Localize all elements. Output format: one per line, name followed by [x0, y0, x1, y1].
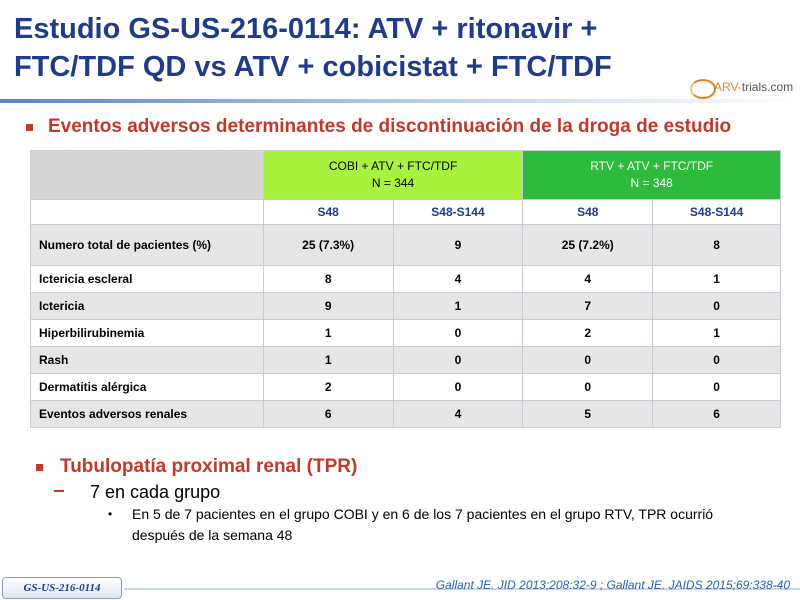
- table-cell: 25 (7.3%): [263, 225, 393, 266]
- title-divider: [0, 99, 800, 103]
- row-label: Hiperbilirubinemia: [31, 320, 264, 347]
- row-label: Dermatitis alérgica: [31, 374, 264, 401]
- subheader-cell: S48: [523, 200, 653, 225]
- table-cell: 0: [653, 347, 781, 374]
- subheader-cell: S48: [263, 200, 393, 225]
- table-cell: 4: [523, 266, 653, 293]
- tpr-detail-text: En 5 de 7 pacientes en el grupo COBI y en 6 de los 7 pacientes en el grupo RTV, TPR ocurrió después de la semana 48: [132, 506, 714, 543]
- square-bullet-icon: [36, 464, 43, 471]
- table-cell: 0: [523, 347, 653, 374]
- rtv-group-header: RTV + ATV + FTC/TDF N = 348: [523, 151, 781, 200]
- logo-text: ARV-trials.com: [714, 80, 794, 94]
- title-line-2: FTC/TDF QD vs ATV + cobicistat + FTC/TDF: [14, 51, 612, 83]
- table-cell: 8: [653, 225, 781, 266]
- square-bullet-icon: [26, 124, 33, 131]
- table-cell: 7: [523, 293, 653, 320]
- table-cell: 0: [393, 347, 523, 374]
- table-corner-cell: [31, 151, 264, 200]
- subheader-cell: S48-S144: [653, 200, 781, 225]
- table-cell: 0: [523, 374, 653, 401]
- table-cell: 1: [653, 266, 781, 293]
- adverse-events-table: [30, 150, 781, 428]
- logo-swirl-icon: [690, 79, 716, 99]
- table-row: [31, 225, 781, 266]
- table-row: [31, 401, 781, 428]
- title-line-1: Estudio GS-US-216-0114: ATV + ritonavir +: [14, 13, 598, 45]
- slide-title: [14, 10, 674, 86]
- table-group-header-row: [31, 151, 781, 200]
- row-label: Rash: [31, 347, 264, 374]
- table-cell: 1: [263, 320, 393, 347]
- dot-bullet-icon: •: [108, 507, 113, 521]
- table-cell: 0: [393, 374, 523, 401]
- table-cell: 5: [523, 401, 653, 428]
- table-row: [31, 320, 781, 347]
- table-cell: 4: [393, 401, 523, 428]
- tpr-count-text: 7 en cada grupo: [90, 482, 221, 502]
- table-cell: 2: [523, 320, 653, 347]
- table-cell: 6: [263, 401, 393, 428]
- table-cell: 9: [263, 293, 393, 320]
- dash-bullet-icon: [54, 490, 64, 492]
- table-cell: 1: [653, 320, 781, 347]
- section-heading-adverse-events: Eventos adversos determinantes de discontinuación de la droga de estudio: [48, 116, 732, 137]
- table-cell: 0: [653, 293, 781, 320]
- subheader-cell: S48-S144: [393, 200, 523, 225]
- section-heading-tpr: Tubulopatía proximal renal (TPR): [60, 456, 358, 477]
- table-cell: 9: [393, 225, 523, 266]
- table-cell: 0: [393, 320, 523, 347]
- table-row: [31, 374, 781, 401]
- row-label: Ictericia: [31, 293, 264, 320]
- row-label: Eventos adversos renales: [31, 401, 264, 428]
- table-cell: 1: [393, 293, 523, 320]
- table-row: [31, 266, 781, 293]
- table-cell: 8: [263, 266, 393, 293]
- table-cell: 0: [653, 374, 781, 401]
- cobi-group-header: COBI + ATV + FTC/TDF N = 344: [263, 151, 523, 200]
- arv-trials-logo: [684, 78, 794, 100]
- subheader-empty-cell: [31, 200, 264, 225]
- citation-text: Gallant JE. JID 2013;208:32-9 ; Gallant JE. JAIDS 2015;69:338-40: [435, 578, 790, 592]
- row-label: Numero total de pacientes (%): [31, 225, 264, 266]
- study-id-badge: GS-US-216-0114: [2, 577, 122, 599]
- table-subheader-row: [31, 200, 781, 225]
- table-cell: 1: [263, 347, 393, 374]
- table-row: [31, 293, 781, 320]
- table-row: [31, 347, 781, 374]
- table-cell: 2: [263, 374, 393, 401]
- table-cell: 4: [393, 266, 523, 293]
- table-cell: 6: [653, 401, 781, 428]
- table-cell: 25 (7.2%): [523, 225, 653, 266]
- row-label: Ictericia escleral: [31, 266, 264, 293]
